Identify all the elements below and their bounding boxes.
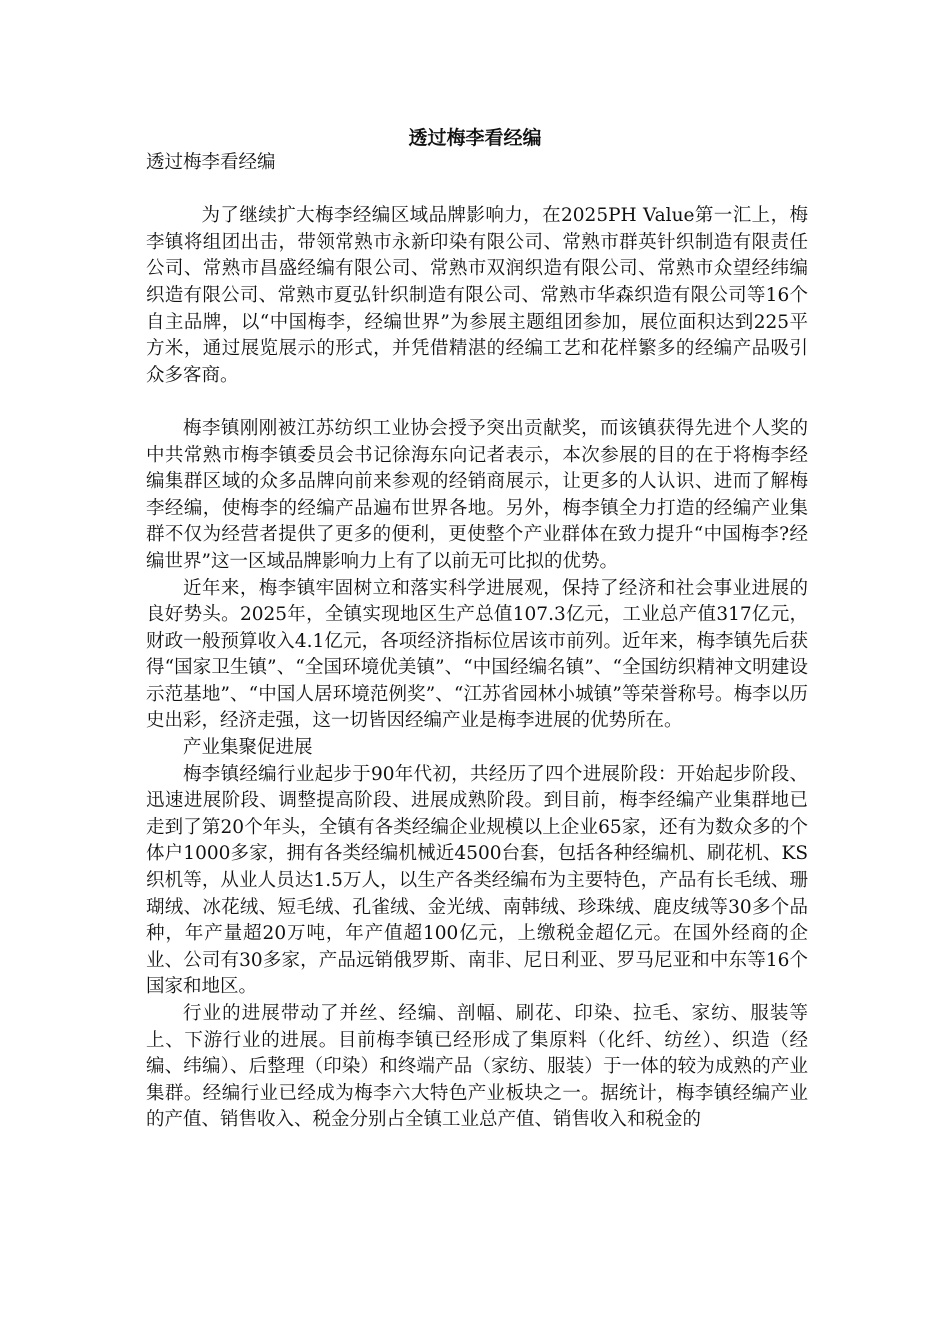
section-heading: 产业集聚促进展 bbox=[183, 737, 313, 759]
document-body bbox=[146, 150, 808, 1134]
paragraph-4: 梅李镇经编行业起步于90年代初，共经历了四个进展阶段：开始起步阶段、迅速进展阶段、调整提高阶段、进展成熟阶段。到目前，梅李经编产业集群地已走到了第20个年头，全镇有各类经编企业规模以上企业65家，还有为数众多的个体户1000多家，拥有各类经编机械近4500台套，包括各种经编机、刷花机、KS织机等，从业人员达1.5万人，以生产各类经编布为主要特色，产品有长毛绒、珊瑚绒、冰花绒、短毛绒、孔雀绒、金光绒、南韩绒、珍珠绒、鹿皮绒等30多个品种，年产量超20万吨，年产值超100亿元，上缴税金超亿元。在国外经商的企业、公司有30多家，产品远销俄罗斯、南非、尼日利亚、罗马尼亚和中东等16个国家和地区。 bbox=[146, 763, 808, 998]
document-subtitle: 透过梅李看经编 bbox=[146, 152, 276, 173]
blank-line bbox=[146, 177, 808, 204]
document-title: 透过梅李看经编 bbox=[408, 127, 542, 149]
blank-line bbox=[146, 389, 808, 416]
paragraph-1: 为了继续扩大梅李经编区域品牌影响力，在2025PH Value第一汇上，梅李镇将组团出击，带领常熟市永新印染有限公司、常熟市群英针织制造有限责任公司、常熟市昌盛经编有限公司、常熟市双润织造有限公司、常熟市众望经纬编织造有限公司、常熟市夏弘针织制造有限公司、常熟市华森织造有限公司等16个自主品牌，以“中国梅李，经编世界”为参展主题组团参加，展位面积达到225平方米，通过展览展示的形式，并凭借精湛的经编工艺和花样繁多的经编产品吸引众多客商。 bbox=[146, 205, 808, 386]
paragraph-3: 近年来，梅李镇牢固树立和落实科学进展观，保持了经济和社会事业进展的良好势头。2025年，全镇实现地区生产总值107.3亿元，工业总产值317亿元，财政一般预算收入4.1亿元，各项经济指标位居该市前列。近年来，梅李镇先后获得“国家卫生镇”、“全国环境优美镇”、“中国经编名镇”、“全国纺织精神文明建设示范基地”、“中国人居环境范例奖”、“江苏省园林小城镇”等荣誉称号。梅李以历史出彩，经济走强，这一切皆因经编产业是梅李进展的优势所在。 bbox=[146, 577, 808, 732]
paragraph-2: 梅李镇刚刚被江苏纺织工业协会授予突出贡献奖，而该镇获得先进个人奖的中共常熟市梅李镇委员会书记徐海东向记者表示，本次参展的目的在于将梅李经编集群区域的众多品牌向前来参观的经销商展示，让更多的人认识、进而了解梅李经编，使梅李的经编产品遍布世界各地。另外，梅李镇全力打造的经编产业集群不仅为经营者提供了更多的便利，更使整个产业群体在致力提升“中国梅李?经编世界”这一区域品牌影响力上有了以前无可比拟的优势。 bbox=[146, 417, 808, 572]
paragraph-5: 行业的进展带动了并丝、经编、剖幅、刷花、印染、拉毛、家纺、服装等上、下游行业的进展。目前梅李镇已经形成了集原料（化纤、纺丝）、织造（经编、纬编）、后整理（印染）和终端产品（家纺、服装）于一体的较为成熟的产业集群。经编行业已经成为梅李六大特色产业板块之一。据统计，梅李镇经编产业的产值、销售收入、税金分别占全镇工业总产值、销售收入和税金的 bbox=[146, 1003, 808, 1131]
